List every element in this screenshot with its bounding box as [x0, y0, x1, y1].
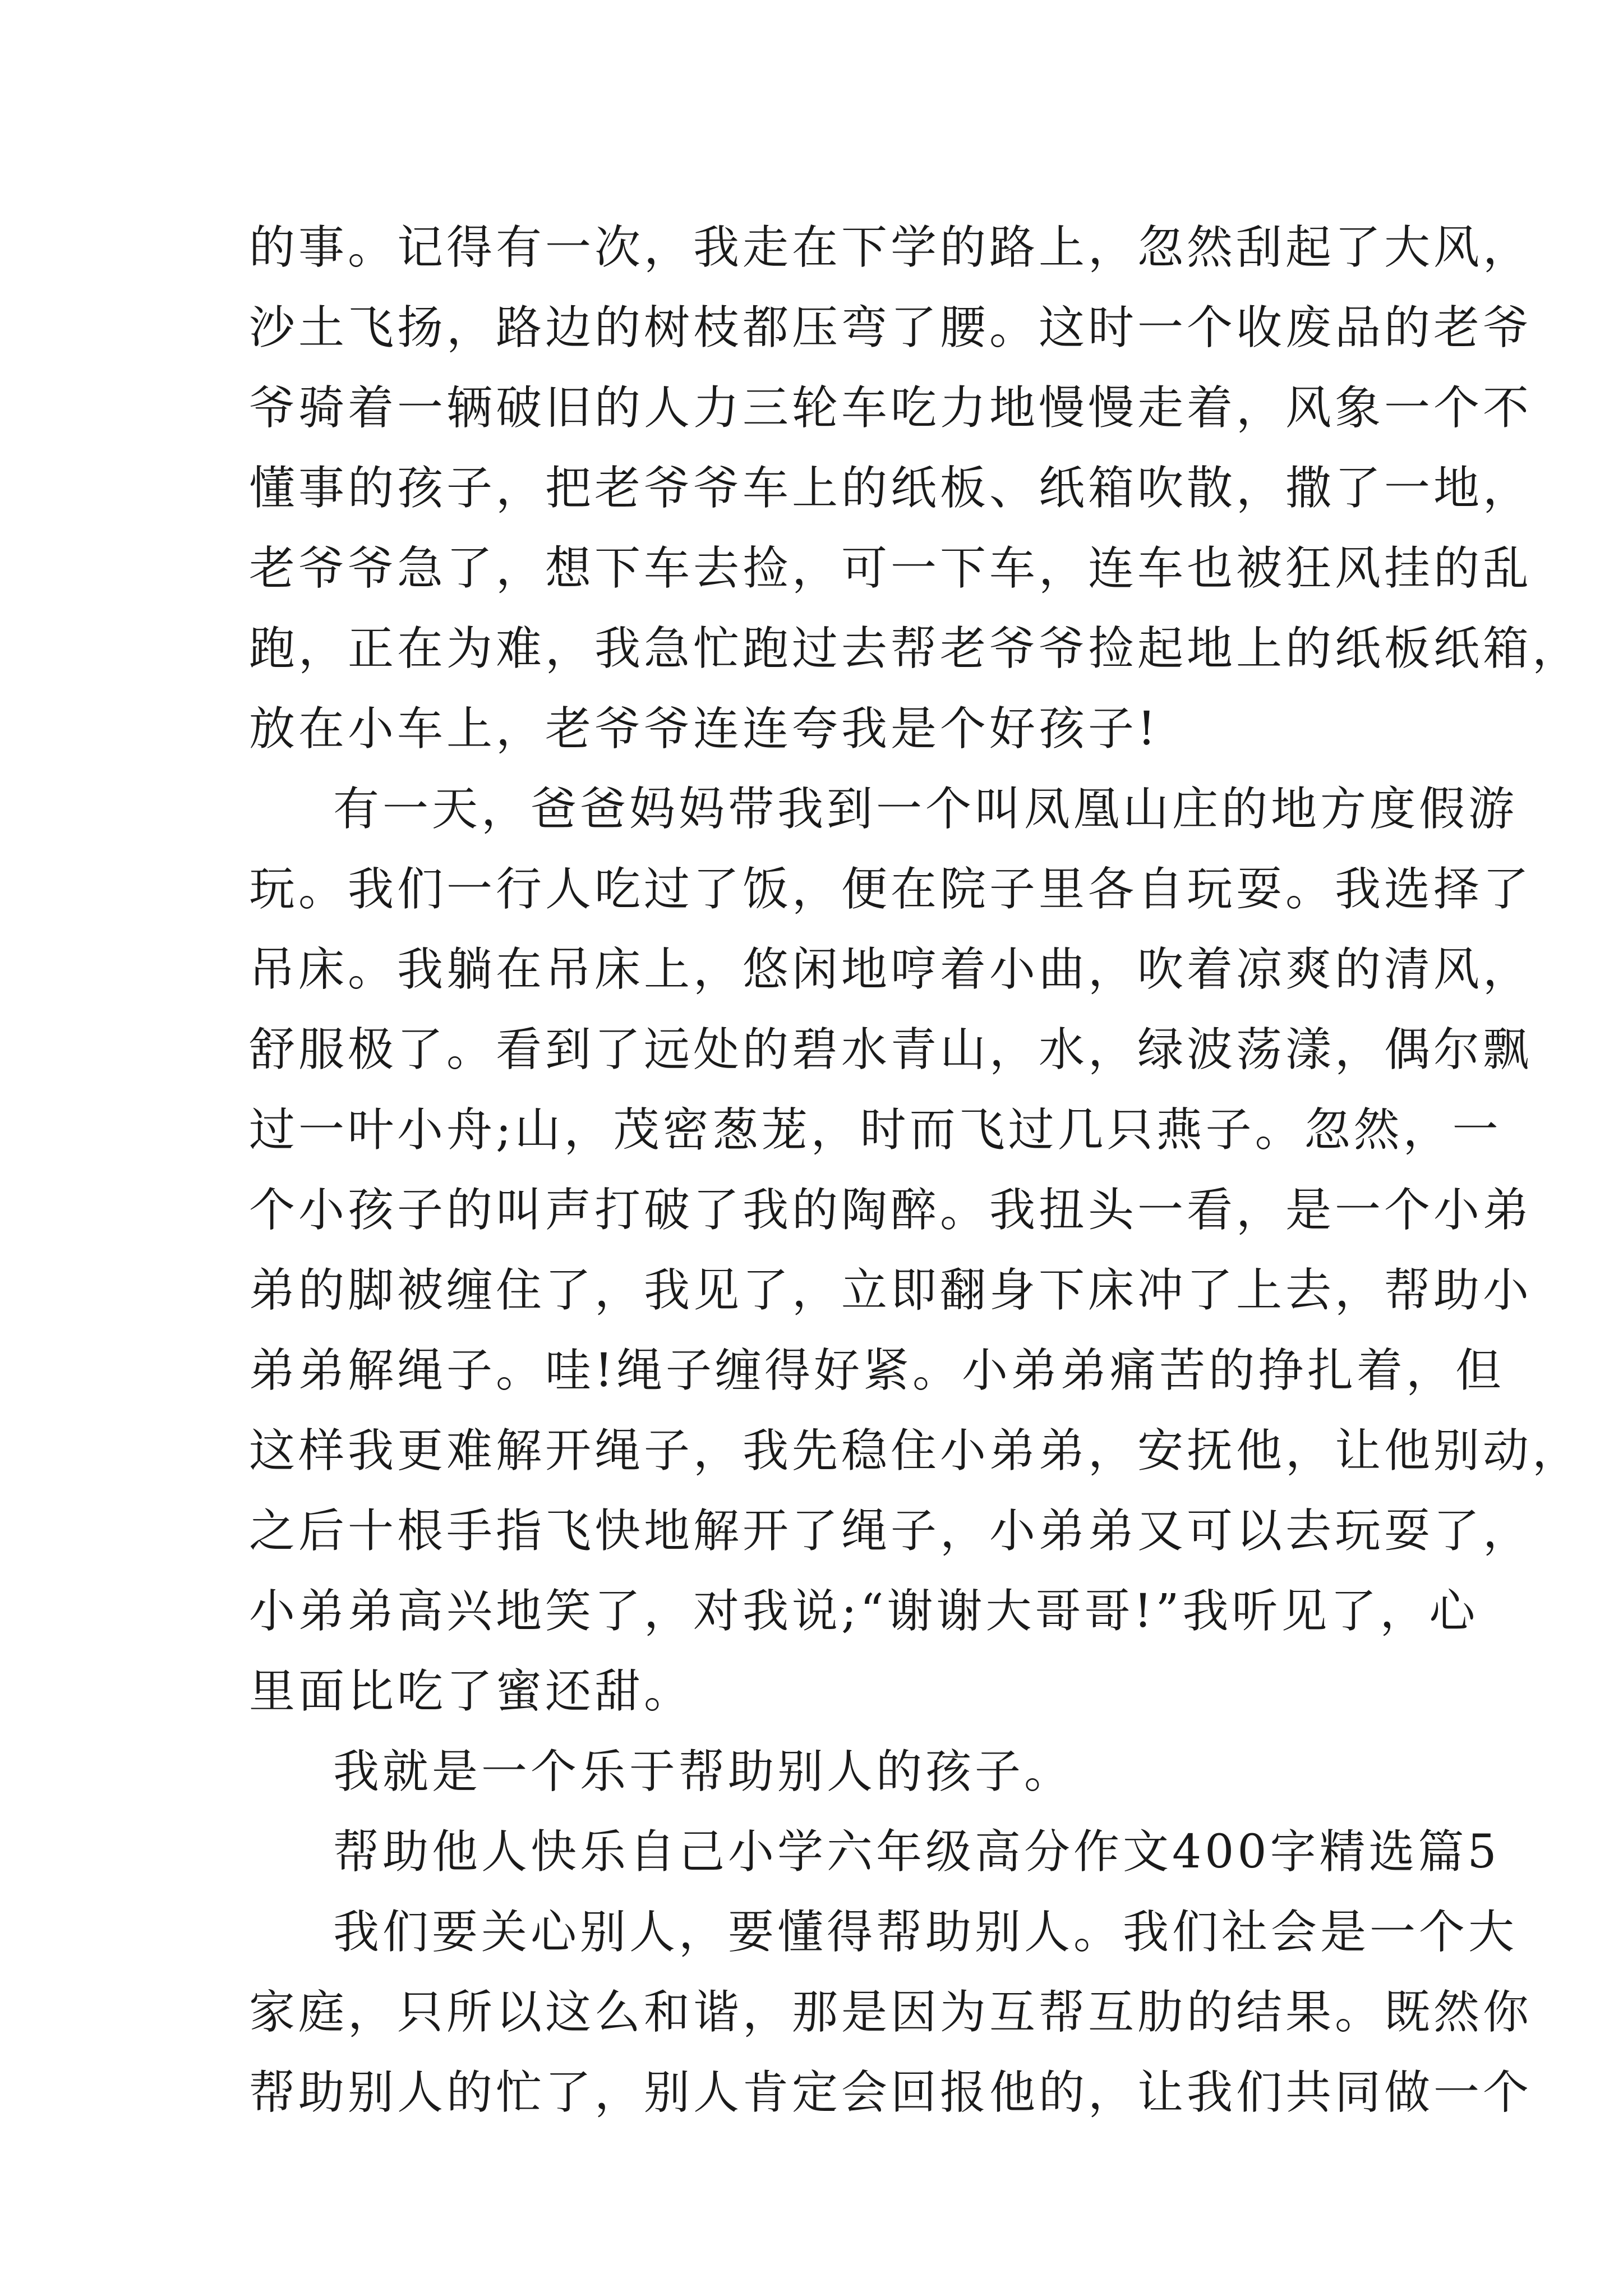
essay-line: 过一叶小舟;山，茂密葱茏，时而飞过几只燕子。忽然，一: [249, 1103, 1502, 1157]
essay-line: 弟弟解绳子。哇!绳子缠得好紧。小弟弟痛苦的挣扎着，但: [249, 1344, 1505, 1397]
essay-line: 家庭，只所以这么和谐，那是因为互帮互肋的结果。既然你: [249, 1986, 1533, 2039]
essay-line: 的事。记得有一次，我走在下学的路上，忽然刮起了大风，: [249, 221, 1533, 274]
essay-line: 个小孩子的叫声打破了我的陶醉。我扭头一看，是一个小弟: [249, 1184, 1533, 1237]
essay-line: 老爷爷急了，想下车去捡，可一下车，连车也被狂风挂的乱: [249, 542, 1533, 595]
section-heading: 帮助他人快乐自己小学六年级高分作文400字精选篇5: [333, 1825, 1500, 1879]
essay-line: 沙土飞扬，路边的树枝都压弯了腰。这时一个收废品的老爷: [249, 301, 1533, 355]
essay-line: 吊床。我躺在吊床上，悠闲地哼着小曲，吹着凉爽的清风，: [249, 943, 1533, 996]
essay-line: 之后十根手指飞快地解开了绳子，小弟弟又可以去玩耍了，: [249, 1504, 1533, 1558]
essay-line: 弟的脚被缠住了，我见了，立即翻身下床冲了上去，帮助小: [249, 1264, 1533, 1317]
essay-line: 跑，正在为难，我急忙跑过去帮老爷爷捡起地上的纸板纸箱，: [249, 622, 1582, 675]
essay-line: 有一天，爸爸妈妈带我到一个叫凤凰山庄的地方度假游: [333, 783, 1518, 836]
essay-line: 帮助别人的忙了，别人肯定会回报他的，让我们共同做一个: [249, 2066, 1533, 2119]
essay-line: 玩。我们一行人吃过了饭，便在院子里各自玩耍。我选择了: [249, 863, 1533, 916]
essay-line: 舒服极了。看到了远处的碧水青山，水，绿波荡漾，偶尔飘: [249, 1023, 1533, 1076]
essay-line: 我就是一个乐于帮助别人的孩子。: [333, 1745, 1074, 1798]
essay-body: [249, 208, 1582, 2133]
essay-line: 我们要关心别人，要懂得帮助别人。我们社会是一个大: [333, 1906, 1518, 1959]
essay-line: 里面比吃了蜜还甜。: [249, 1665, 694, 1718]
essay-line: 放在小车上，老爷爷连连夸我是个好孩子!: [249, 702, 1159, 756]
essay-line: 小弟弟高兴地笑了，对我说;“谢谢大哥哥!”我听见了，心: [249, 1585, 1479, 1638]
essay-line: 爷骑着一辆破旧的人力三轮车吃力地慢慢走着，风象一个不: [249, 381, 1533, 435]
essay-line: 懂事的孩子，把老爷爷车上的纸板、纸箱吹散，撒了一地，: [249, 462, 1533, 515]
essay-line: 这样我更难解开绳子，我先稳住小弟弟，安抚他，让他别动，: [249, 1424, 1582, 1478]
